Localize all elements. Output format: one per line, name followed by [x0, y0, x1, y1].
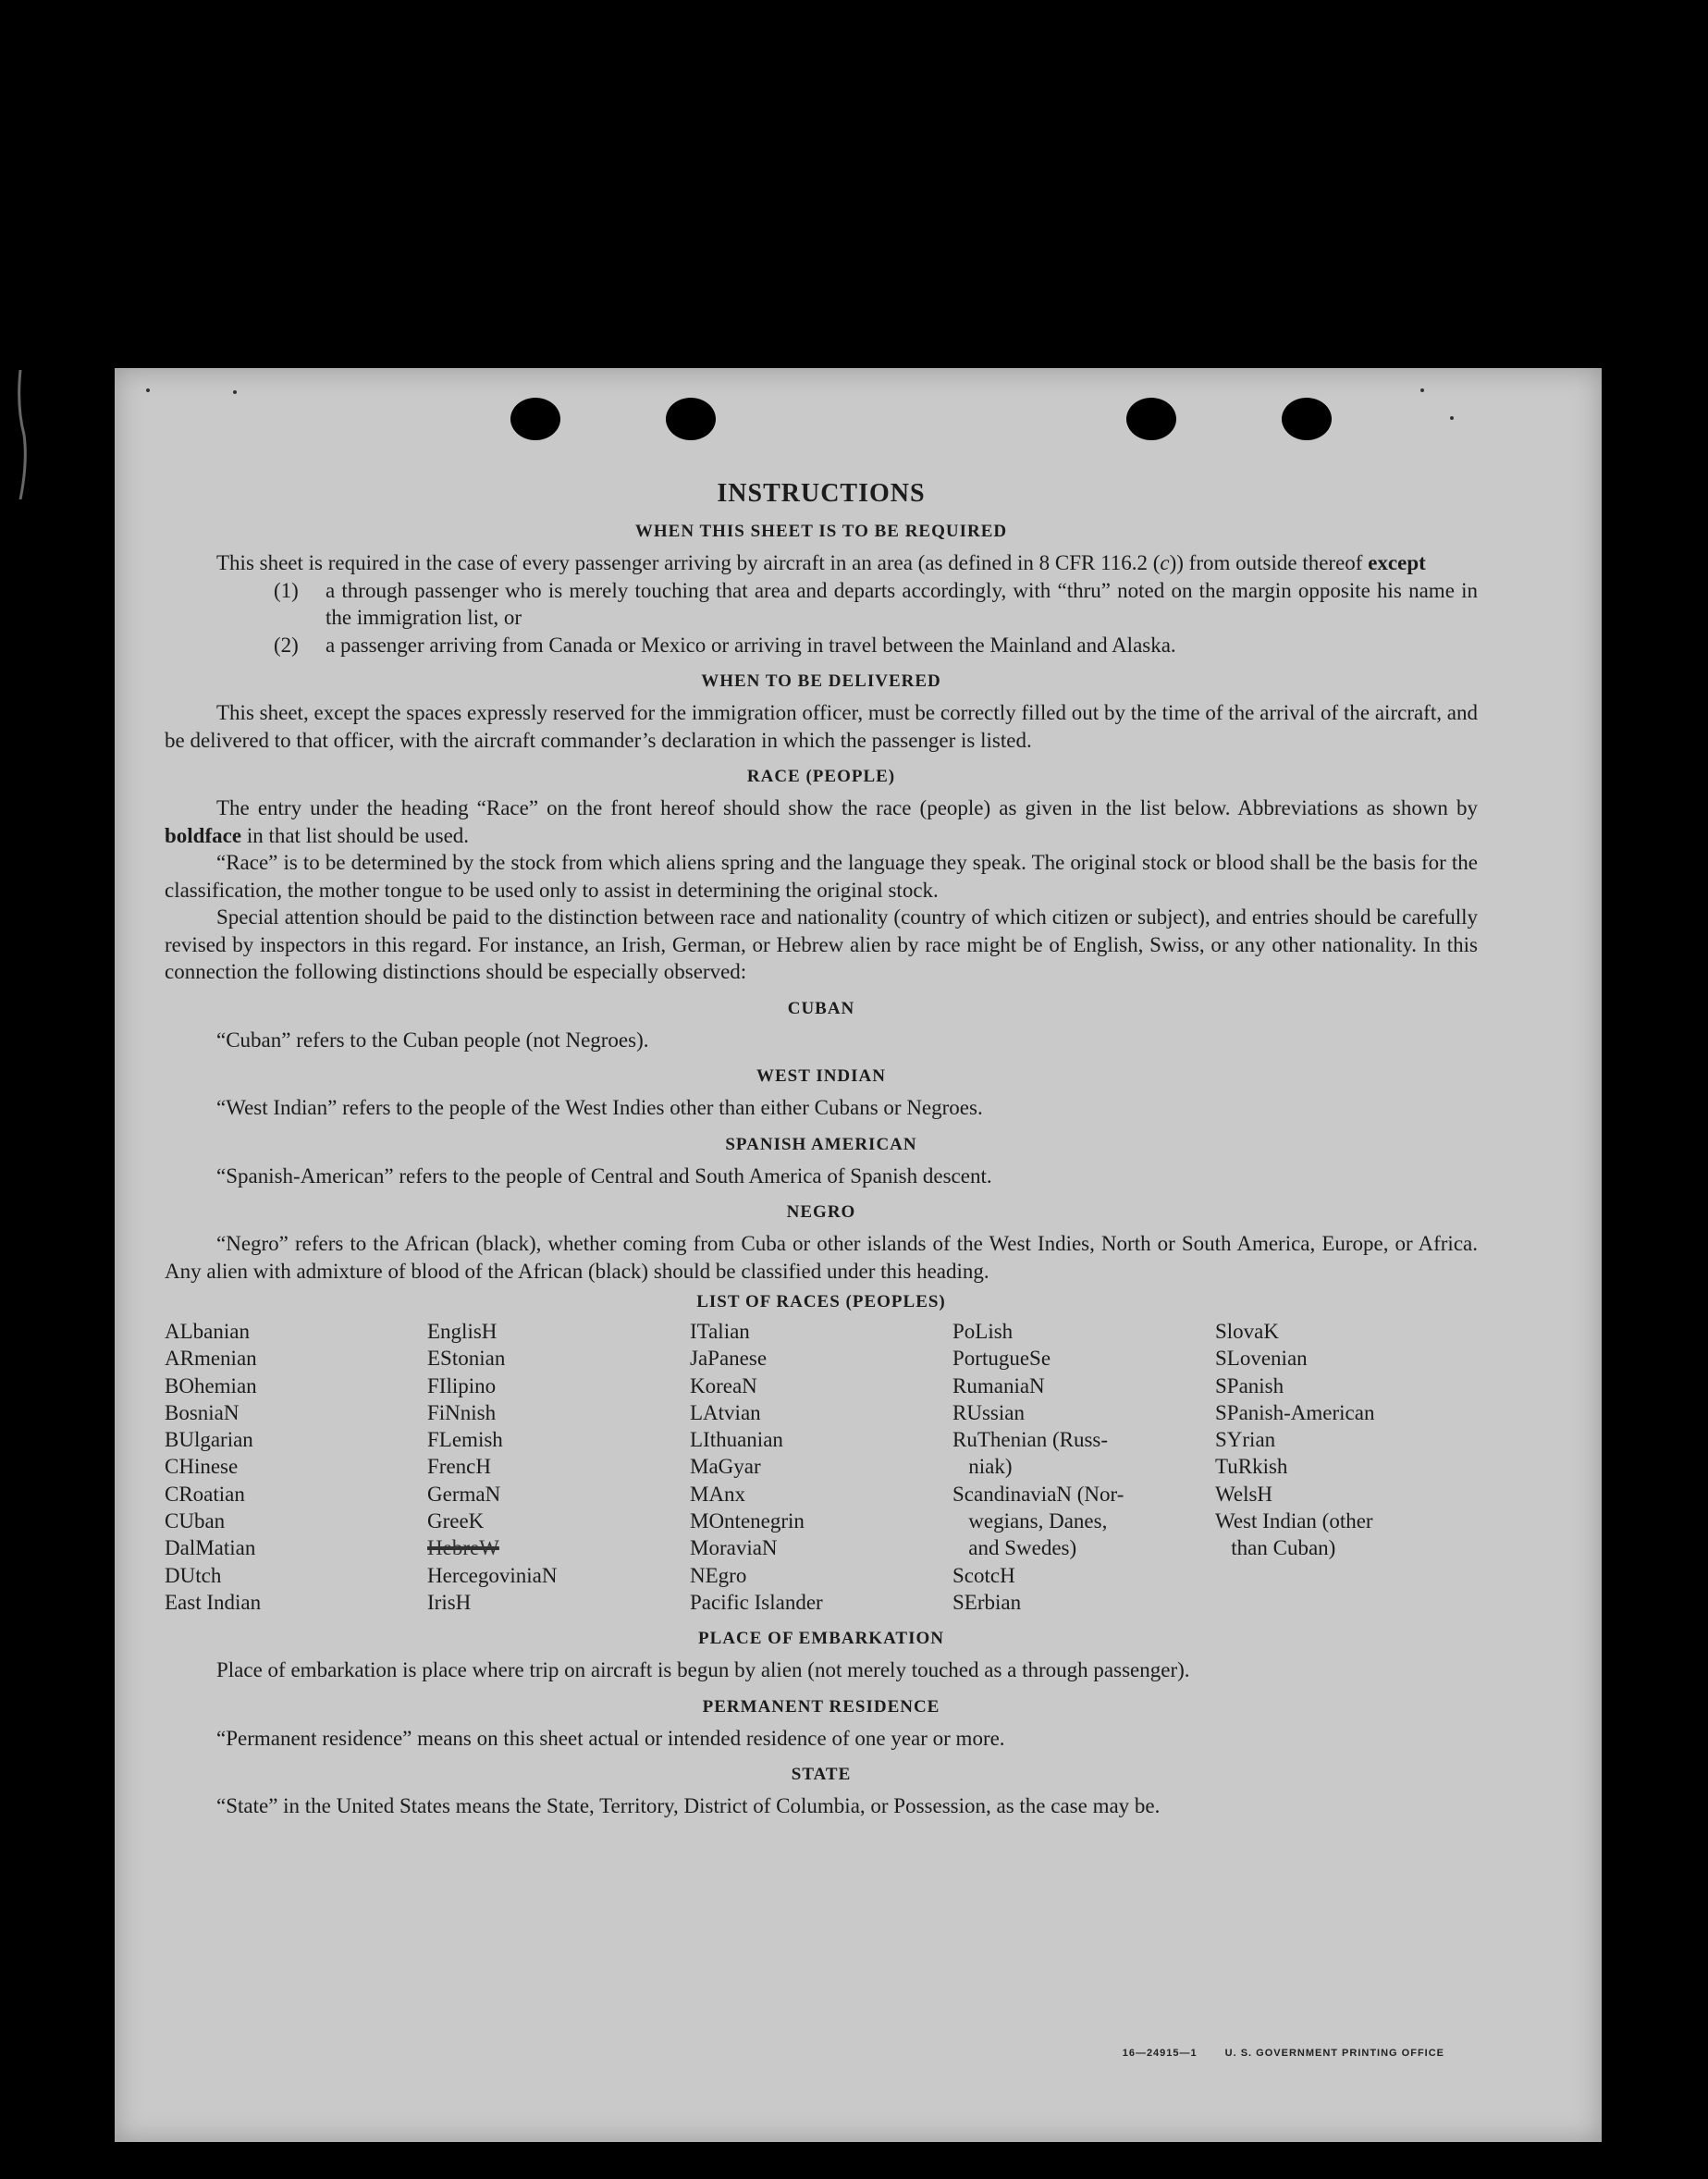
speck: [1420, 388, 1424, 392]
race-entry: CRoatian: [165, 1482, 245, 1506]
race-entry: FiNnish: [427, 1400, 497, 1424]
printer-name: U. S. GOVERNMENT PRINTING OFFICE: [1224, 2048, 1444, 2059]
punch-hole: [510, 398, 560, 440]
race-entry: NEgro: [690, 1563, 747, 1587]
race-entry: EStonian: [427, 1347, 506, 1371]
race-entry: East Indian: [165, 1590, 262, 1614]
race-entry: wegians, Danes,: [952, 1509, 1108, 1533]
heading-cuban: CUBAN: [787, 998, 855, 1018]
exception-item-1: (1) a through passenger who is merely touching that area and departs accordingly, with “thru” noted on the margin opposite his name in the immigration list, or: [274, 578, 1478, 629]
race-entry: FIlipino: [427, 1373, 497, 1397]
race-entry: MAnx: [690, 1482, 746, 1506]
punch-hole: [666, 398, 716, 440]
speck: [1450, 416, 1454, 420]
race-paragraph-3: Special attention should be paid to the distinction between race and nationality (country of which citizen or subject), and entries should be carefully revised by inspectors in this regard. For instance, an Irish, German, or Hebrew alien by race might be of English, Swiss, or any other nationality. In this connection the following distinctions should be especially observed:: [165, 905, 1478, 983]
heading-required: WHEN THIS SHEET IS TO BE REQUIRED: [634, 522, 1008, 541]
race-entry: Pacific Islander: [690, 1590, 823, 1614]
page-title: INSTRUCTIONS: [717, 479, 926, 508]
heading-state: STATE: [791, 1765, 852, 1785]
race-paragraph-2: “Race” is to be determined by the stock from which aliens spring and the language they speak. The original stock or blood shall be the basis for the classification, the mother tongue to be used only to assist in determining the original stock.: [165, 851, 1478, 902]
race-entry: DalMatian: [165, 1536, 256, 1560]
race-entry: FLemish: [427, 1428, 503, 1452]
race-entry: and Swedes): [952, 1536, 1077, 1560]
races-list: [165, 1318, 1478, 1616]
scan-edge-mark: [15, 370, 31, 499]
race-entry: GreeK: [427, 1509, 485, 1533]
race-entry: EnglisH: [427, 1320, 498, 1343]
race-entry: BUlgarian: [165, 1428, 253, 1452]
race-entry: WelsH: [1215, 1482, 1273, 1506]
race-entry: TuRkish: [1215, 1455, 1288, 1479]
heading-delivered: WHEN TO BE DELIVERED: [701, 671, 941, 691]
delivered-text: This sheet, except the spaces expressly reserved for the immigration officer, must be correctly filled out by the time of the arrival of the aircraft, and be delivered to that officer, with the aircraft commander’s declaration in which the passenger is listed.: [165, 701, 1478, 752]
exception-item-2: (2) a passenger arriving from Canada or Mexico or arriving in travel between the Mainland and Alaska.: [274, 633, 1176, 657]
race-entry: SPanish: [1215, 1373, 1284, 1397]
heading-west-indian: WEST INDIAN: [756, 1066, 886, 1086]
race-entry: HercegoviniaN: [427, 1563, 558, 1587]
race-entry: KoreaN: [690, 1373, 757, 1397]
race-entry: MaGyar: [690, 1455, 761, 1479]
race-entry: SYrian: [1215, 1428, 1276, 1452]
race-entry: MOntenegrin: [690, 1509, 805, 1533]
race-entry: JaPanese: [690, 1347, 768, 1371]
race-entry: ScotcH: [952, 1563, 1015, 1587]
form-number: 16—24915—1: [1122, 2048, 1198, 2059]
state-text: “State” in the United States means the State, Territory, District of Columbia, or Possession, as the case may be.: [216, 1794, 1161, 1818]
race-entry: LAtvian: [690, 1400, 761, 1424]
speck: [233, 390, 237, 394]
race-entry: IrisH: [427, 1590, 472, 1614]
race-entry: PortugueSe: [952, 1347, 1051, 1371]
heading-race: RACE (PEOPLE): [746, 767, 896, 786]
heading-embarkation: PLACE OF EMBARKATION: [698, 1629, 944, 1649]
race-entry: BOhemian: [165, 1373, 257, 1397]
heading-permanent-residence: PERMANENT RESIDENCE: [702, 1696, 940, 1717]
heading-spanish-american: SPANISH AMERICAN: [725, 1134, 917, 1154]
race-entry: SLovenian: [1215, 1347, 1308, 1371]
cuban-text: “Cuban” refers to the Cuban people (not Negroes).: [216, 1028, 649, 1052]
race-entry: CHinese: [165, 1455, 239, 1479]
race-entry: PoLish: [952, 1320, 1014, 1343]
race-entry: GermaN: [427, 1482, 501, 1506]
heading-negro: NEGRO: [786, 1202, 856, 1222]
race-entry: SlovaK: [1215, 1320, 1279, 1343]
embarkation-text: Place of embarkation is place where trip on aircraft is begun by alien (not merely touched as a through passenger).: [216, 1658, 1190, 1682]
race-entry: ScandinaviaN (Nor-: [952, 1482, 1124, 1506]
race-entry: CUban: [165, 1509, 226, 1533]
races-column-1: [165, 1318, 427, 1616]
race-entry: RUssian: [952, 1400, 1025, 1424]
residence-text: “Permanent residence” means on this sheet actual or intended residence of one year or more.: [216, 1726, 1005, 1750]
punch-hole: [1126, 398, 1176, 440]
races-column-4: [952, 1318, 1215, 1616]
punch-hole: [1282, 398, 1332, 440]
race-entry: ARmenian: [165, 1347, 257, 1371]
required-intro: This sheet is required in the case of every passenger arriving by aircraft in an area (as defined in 8 CFR 116.2 (c)) from outside thereof except: [216, 551, 1426, 574]
race-entry: ALbanian: [165, 1320, 250, 1343]
speck: [146, 388, 150, 392]
race-entry: West Indian (other: [1215, 1509, 1373, 1533]
west-indian-text: “West Indian” refers to the people of the West Indies other than either Cubans or Negroes.: [216, 1096, 983, 1119]
race-entry: MoraviaN: [690, 1536, 778, 1560]
race-entry: FrencH: [427, 1455, 491, 1479]
spanish-american-text: “Spanish-American” refers to the people of Central and South America of Spanish descent.: [216, 1163, 992, 1188]
races-column-2: [427, 1318, 690, 1616]
races-column-3: [690, 1318, 952, 1616]
race-entry: than Cuban): [1215, 1536, 1336, 1560]
negro-text: “Negro” refers to the African (black), whether coming from Cuba or other islands of the West Indies, North or South America, Europe, or Africa. Any alien with admixture of blood of the African (black) should be classified under this heading.: [165, 1232, 1478, 1283]
race-entry: BosniaN: [165, 1400, 240, 1424]
race-entry: RuThenian (Russ-: [952, 1428, 1109, 1452]
race-entry: LIthuanian: [690, 1428, 783, 1452]
race-entry-struck: HebreW: [427, 1536, 499, 1560]
instruction-sheet: [115, 368, 1602, 2142]
race-entry: SErbian: [952, 1590, 1022, 1614]
printer-footer: [1095, 2048, 1444, 2059]
heading-list-of-races: LIST OF RACES (PEOPLES): [696, 1292, 946, 1311]
race-entry: ITalian: [690, 1320, 750, 1343]
race-paragraph-1: The entry under the heading “Race” on the front hereof should show the race (people) as given in the list below. Abbreviations as shown by boldface in that list should be used.: [165, 796, 1478, 847]
race-entry: SPanish-American: [1215, 1400, 1375, 1424]
race-entry: RumaniaN: [952, 1373, 1045, 1397]
race-entry: niak): [952, 1455, 1013, 1479]
race-entry: DUtch: [165, 1563, 222, 1587]
races-column-5: [1215, 1318, 1478, 1616]
instructions-body: [165, 479, 1478, 1820]
